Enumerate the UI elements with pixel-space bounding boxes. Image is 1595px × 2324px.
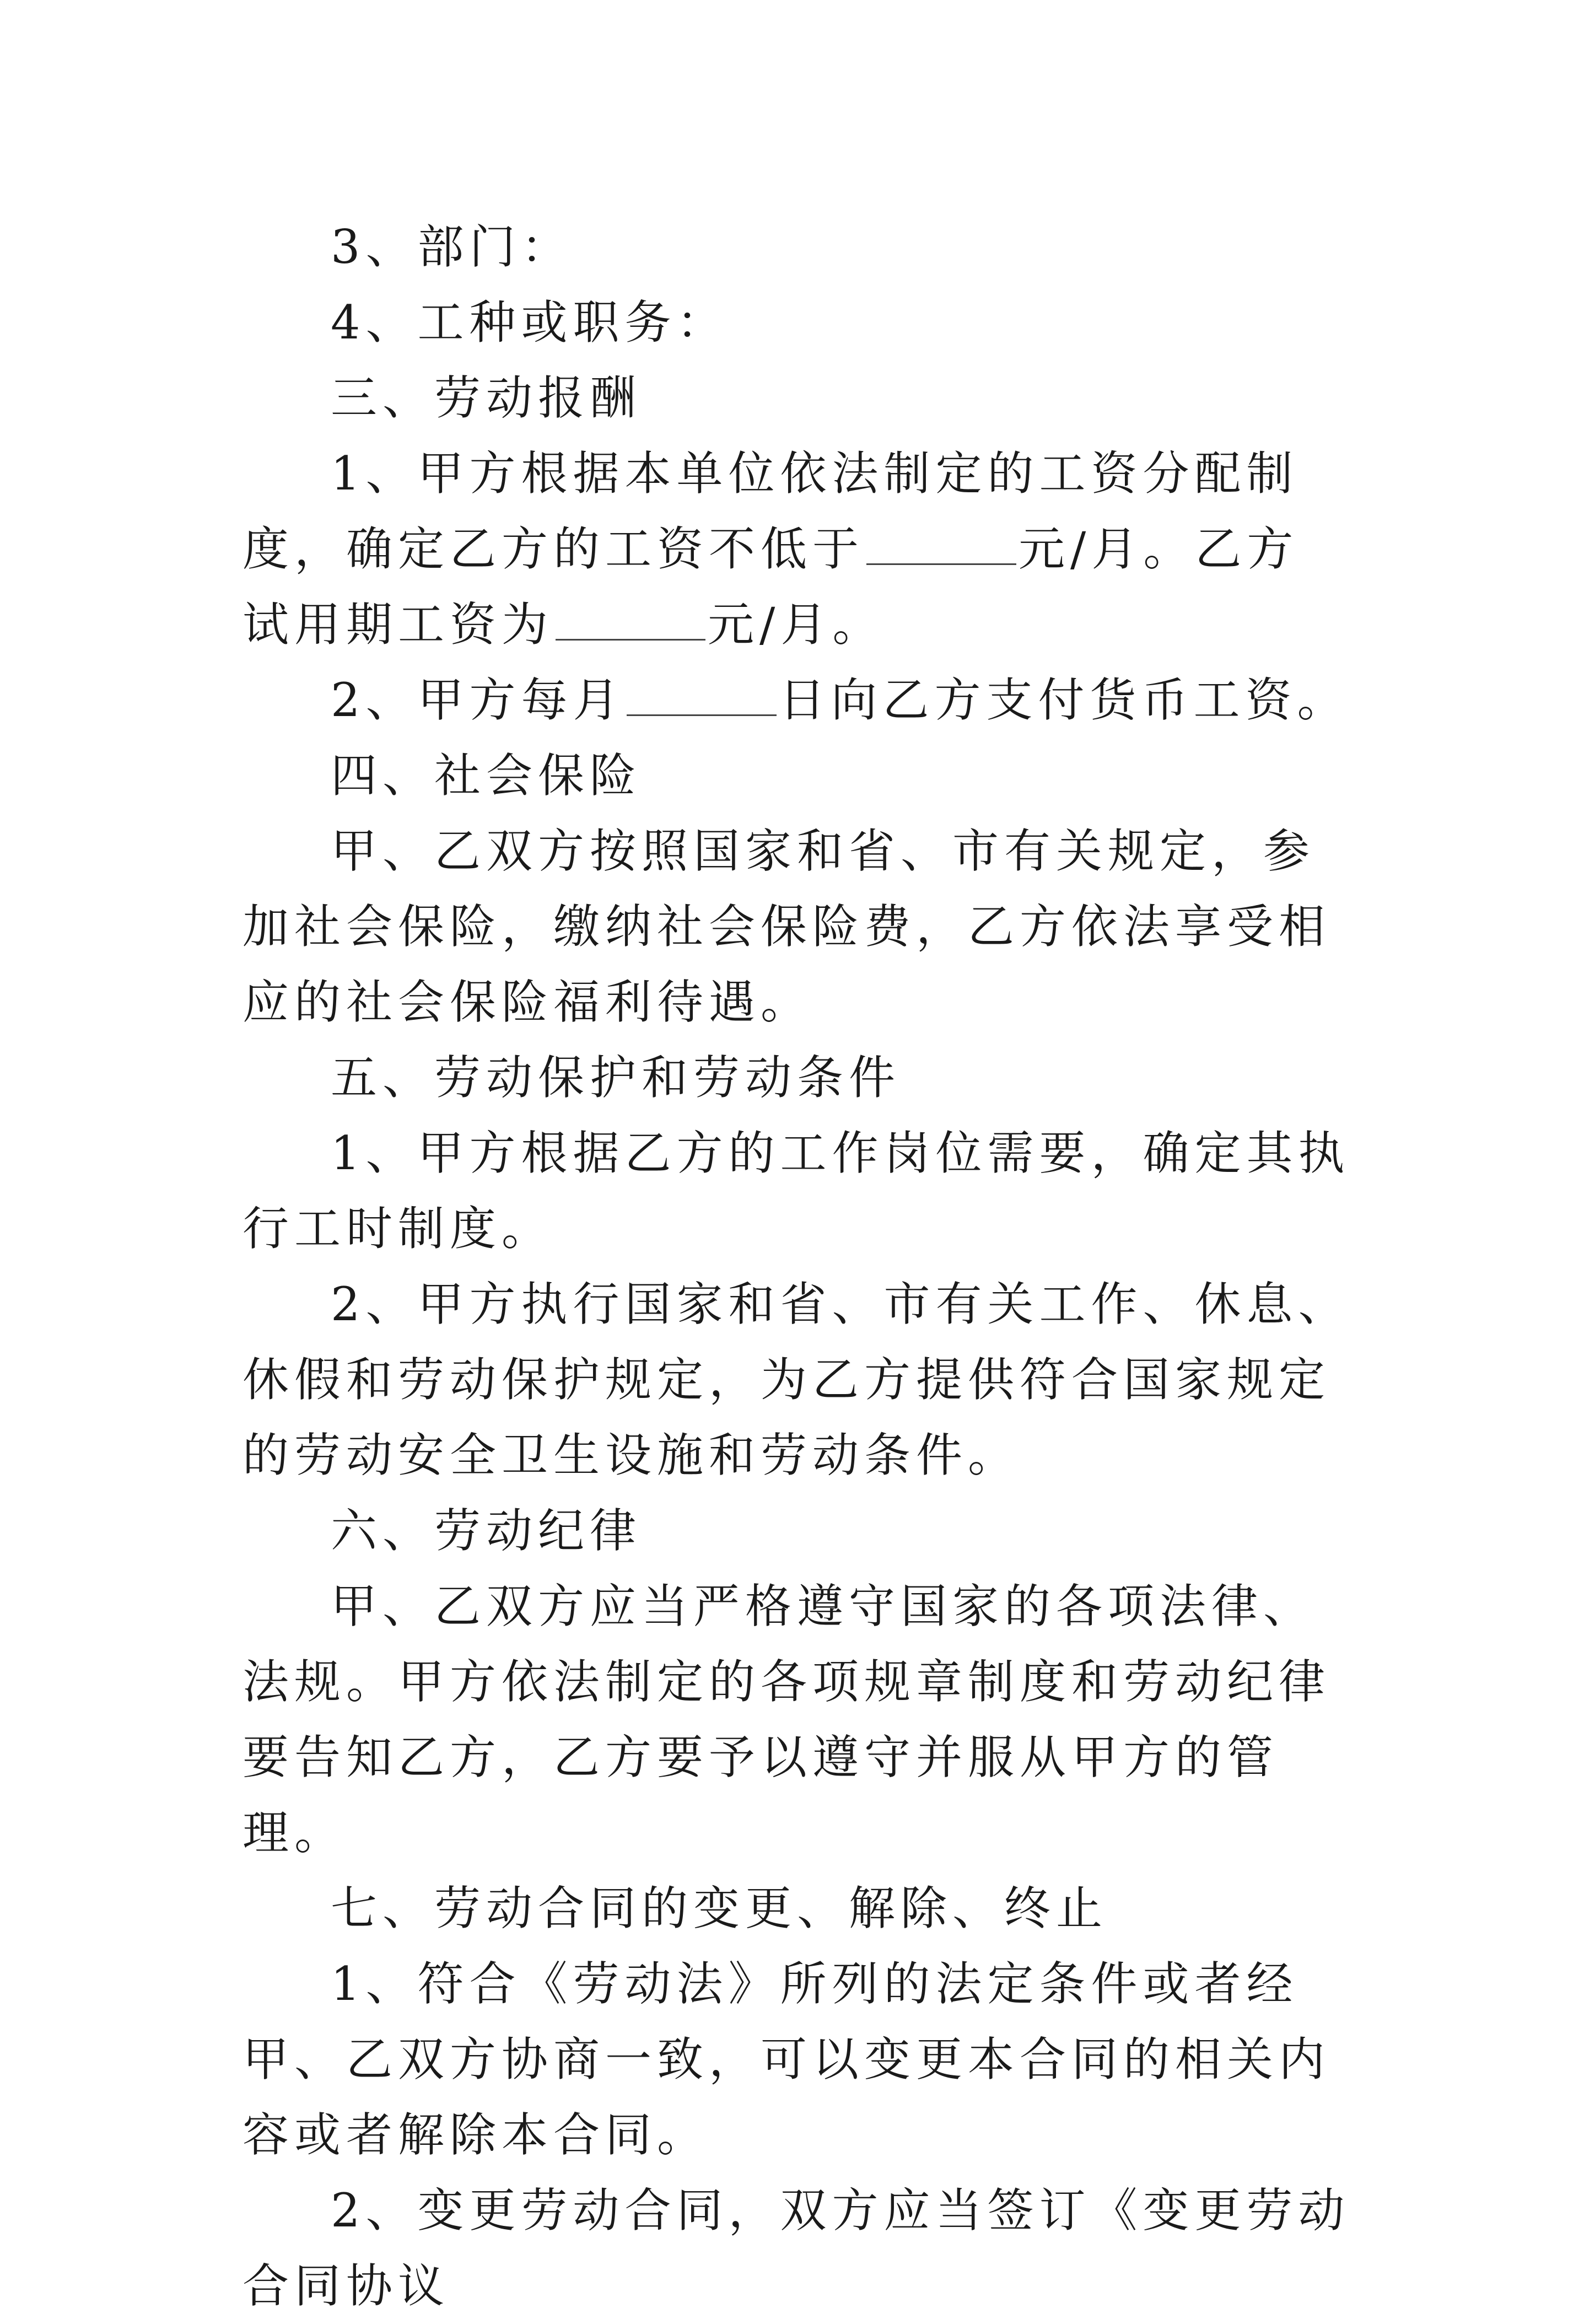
clause-pay-day-text-1: 2、甲方每月 [331, 673, 625, 727]
section-heading-discipline: 六、劳动纪律 [331, 1504, 642, 1558]
clause-social-insurance: 甲、乙双方按照国家和省、市有关规定，参加社会保险，缴纳社会保险费，乙方依法享受相应的社会保险福利待遇。 [243, 824, 1331, 1029]
clause-discipline: 甲、乙双方应当严格遵守国家的各项法律、法规。甲方依法制定的各项规章制度和劳动纪律要告知乙方，乙方要予以遵守并服从甲方的管理。 [243, 1579, 1331, 1860]
wage-amount-blank[interactable] [866, 519, 1016, 565]
section-heading-remuneration: 三、劳动报酬 [331, 371, 642, 425]
item-department: 3、部门： [331, 220, 573, 274]
clause-pay-day [243, 663, 1350, 738]
clause-change-agreement: 2、变更劳动合同，双方应当签订《变更劳动合同协议 [243, 2183, 1350, 2313]
clause-contract-change: 1、符合《劳动法》所列的法定条件或者经甲、乙双方协商一致，可以变更本合同的相关内容或者解除本合同。 [243, 1957, 1331, 2162]
clause-wage-text-3: 元/月。 [708, 598, 885, 652]
clause-safety-conditions: 2、甲方执行国家和省、市有关工作、休息、休假和劳动保护规定，为乙方提供符合国家规定的劳动安全卫生设施和劳动条件。 [243, 1277, 1350, 1482]
clause-working-hours: 1、甲方根据乙方的工作岗位需要，确定其执行工时制度。 [243, 1126, 1350, 1256]
document-page [243, 209, 1350, 2324]
clause-wage-text-1: 1、甲方根据本单位依法制定的工资分配制度，确定乙方的工资不低于 [243, 446, 1298, 576]
section-heading-contract-change: 七、劳动合同的变更、解除、终止 [331, 1881, 1108, 1935]
clause-wage [243, 436, 1350, 663]
section-heading-labor-protection: 五、劳动保护和劳动条件 [331, 1051, 901, 1105]
section-heading-social-insurance: 四、社会保险 [331, 749, 642, 803]
clause-wage-text-2: 元/月。乙方试用期工资为 [243, 522, 1299, 652]
probation-wage-blank[interactable] [556, 595, 705, 641]
item-job-type: 4、工种或职务： [331, 295, 729, 349]
pay-day-blank[interactable] [627, 670, 777, 716]
clause-pay-day-text-2: 日向乙方支付货币工资。 [779, 673, 1349, 727]
